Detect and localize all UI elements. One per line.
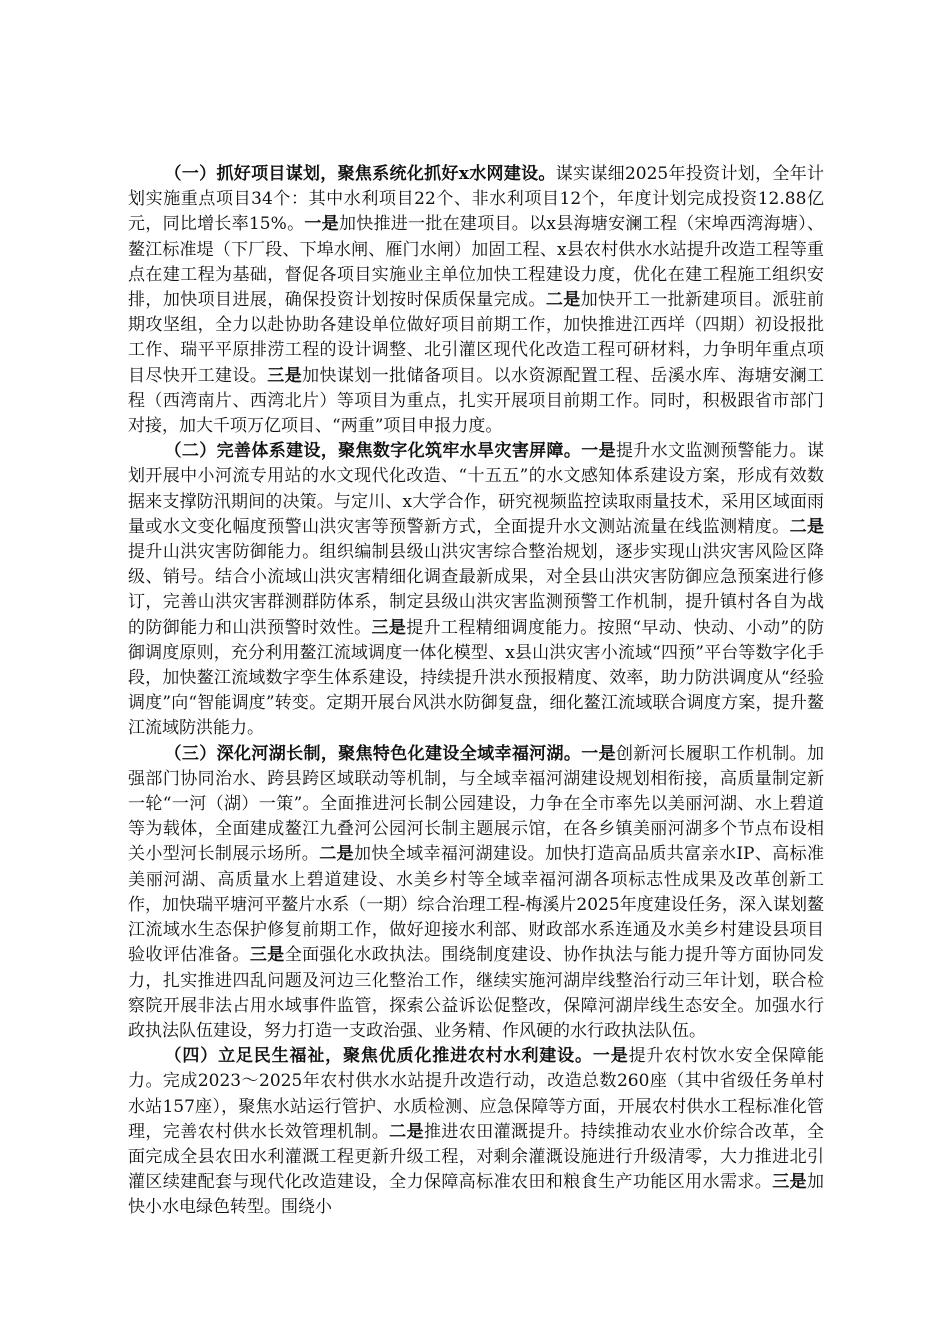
section-heading: （四）立足民生福祉，聚焦优质化推进农村水利建设。 [164, 1046, 593, 1067]
section-text: 提升山洪灾害防御能力。组织编制县级山洪灾害综合整治规划，逐步实现山洪灾害风险区降级、销号。结合小流域山洪灾害精细化调查最新成果，对全县山洪灾害防御应急预案进行修订，完善山洪灾害群测群防体系，制定县级山洪灾害监测预警工作机制，提升镇村各自为战的防御能力和山洪预警时效性。 [128, 542, 824, 638]
section-text: 加快全域幸福河湖建设。加快打造高品质共富亲水IP、高标准美丽河湖、高质量水上碧道建设、水美乡村等全域幸福河湖各项标志性成果及改革创新工作，加快瑞平塘河平鳌片水系（一期）综合治理工程-梅溪片2025年度建设任务，深入谋划鳌江流域水生态保护修复前期工作，做好迎接水利部、财政部水系连通及水美乡村建设县项目验收评估准备。 [128, 844, 825, 966]
ordinal-marker: 二是 [789, 516, 825, 537]
section-heading: （二）完善体系建设，聚焦数字化筑牢水旱灾害屏障。 [164, 441, 582, 462]
section-text: 加快小水电绿色转型。围绕小 [128, 1172, 825, 1218]
ordinal-marker: 一是 [581, 441, 617, 462]
ordinal-marker: 三是 [772, 1172, 808, 1193]
section-4 [128, 1044, 824, 1220]
ordinal-marker: 二是 [389, 1121, 424, 1142]
section-text: 推进农田灌溉提升。持续推动农业水价综合改革，全面完成全县农田水利灌溉工程更新升级工程，对剩余灌溉设施进行升级清零，大力推进北引灌区续建配套与现代化改造建设，全力保障高标准农田和粮食生产功能区用水需求。 [128, 1121, 825, 1193]
section-text: 提升水文监测预警能力。谋划开展中小河流专用站的水文现代化改造、“十五五”的水文感知体系建设方案，形成有效数据来支撑防汛期间的决策。与定川、x大学合作，研究视频监控读取雨量技术，采用区域面雨量或水文变化幅度预警山洪灾害等预警新方式，全面提升水文测站流量在线监测精度。 [128, 441, 825, 537]
section-text: 加快推进一批在建项目。以x县海塘安澜工程（宋埠西湾海塘）、鳌江标准堤（下厂段、下埠水闸、雁门水闸）加固工程、x县农村供水水站提升改造工程等重点在建工程为基础，督促各项目实施业主单位加快工程建设力度，优化在建工程施工组织安排，加快项目进展，确保投资计划按时保质保量完成。 [128, 214, 824, 311]
section-text: 提升工程精细调度能力。按照“早动、快动、小动”的防御调度原则，充分利用鳌江流域调度一体化模型、x县山洪灾害小流域“四预”平台等数字化手段，加快鳌江流域数字孪生体系建设，持续提升洪水预报精度、效率，助力防洪调度从“经验调度”向“智能调度”转变。定期开展台风洪水防御复盘，细化鳌江流域联合调度方案，提升鳌江流域防洪能力。 [128, 617, 824, 739]
section-2 [128, 439, 824, 741]
section-text: 创新河长履职工作机制。加强部门协同治水、跨县跨区域联动等机制，与全域幸福河湖建设规划相衔接，高质量制定新一轮“一河（湖）一策”。全面推进河长制公园建设，力争在全市率先以美丽河湖、水上碧道等为载体，全面建成鳌江九叠河公园河长制主题展示馆，在各乡镇美丽河湖多个节点布设相关小型河长制展示场所。 [128, 743, 825, 865]
ordinal-marker: 一是 [592, 1046, 629, 1067]
section-3 [128, 742, 824, 1044]
ordinal-marker: 三是 [249, 945, 285, 966]
ordinal-marker: 一是 [581, 743, 617, 764]
document-body [128, 162, 824, 1221]
section-text: 谋实谋细2025年投资计划，全年计划实施重点项目34个：其中水利项目22个、非水利项目12个，年度计划完成投资12.88亿元，同比增长率15%。 [128, 164, 825, 235]
section-text: 提升农村饮水安全保障能力。完成2023～2025年农村供水水站提升改造行动，改造总数260座（其中省级任务单村水站157座），聚焦水站运行管护、水质检测、应急保障等方面，开展农村供水工程标准化管理，完善农村供水长效管理机制。 [128, 1046, 825, 1142]
ordinal-marker: 三是 [371, 617, 407, 638]
ordinal-marker: 三是 [267, 365, 303, 386]
section-heading: （三）深化河湖长制，聚焦特色化建设全域幸福河湖。 [164, 743, 582, 764]
section-text: 全面强化水政执法。围绕制度建设、协作执法与能力提升等方面协同发力，扎实推进四乱问题及河边三化整治工作，继续实施河湖岸线整治行动三年计划，联合检察院开展非法占用水域事件监管，探索公益诉讼促整改，保障河湖岸线生态安全。加强水行政执法队伍建设，努力打造一支政治强、业务精、作风硬的水行政执法队伍。 [128, 945, 825, 1041]
ordinal-marker: 二是 [319, 844, 354, 865]
section-text: 加快开工一批新建项目。派驻前期攻坚组，全力以赴协助各建设单位做好项目前期工作，加快推进江西垟（四期）初设报批工作、瑞平平原排涝工程的设计调整、北引灌区现代化改造工程可研材料，力争明年重点项目尽快开工建设。 [128, 290, 825, 386]
ordinal-marker: 一是 [304, 214, 339, 235]
section-heading: （一）抓好项目谋划，聚焦系统化抓好x水网建设。 [164, 164, 556, 184]
section-text: 加快谋划一批储备项目。以水资源配置工程、岳溪水库、海塘安澜工程（西湾南片、西湾北片）等项目为重点，扎实开展项目前期工作。同时，积极跟省市部门对接，加大千项万亿项目、“两重”项目申报力度。 [128, 365, 825, 437]
ordinal-marker: 二是 [545, 290, 581, 311]
section-1 [128, 162, 824, 439]
